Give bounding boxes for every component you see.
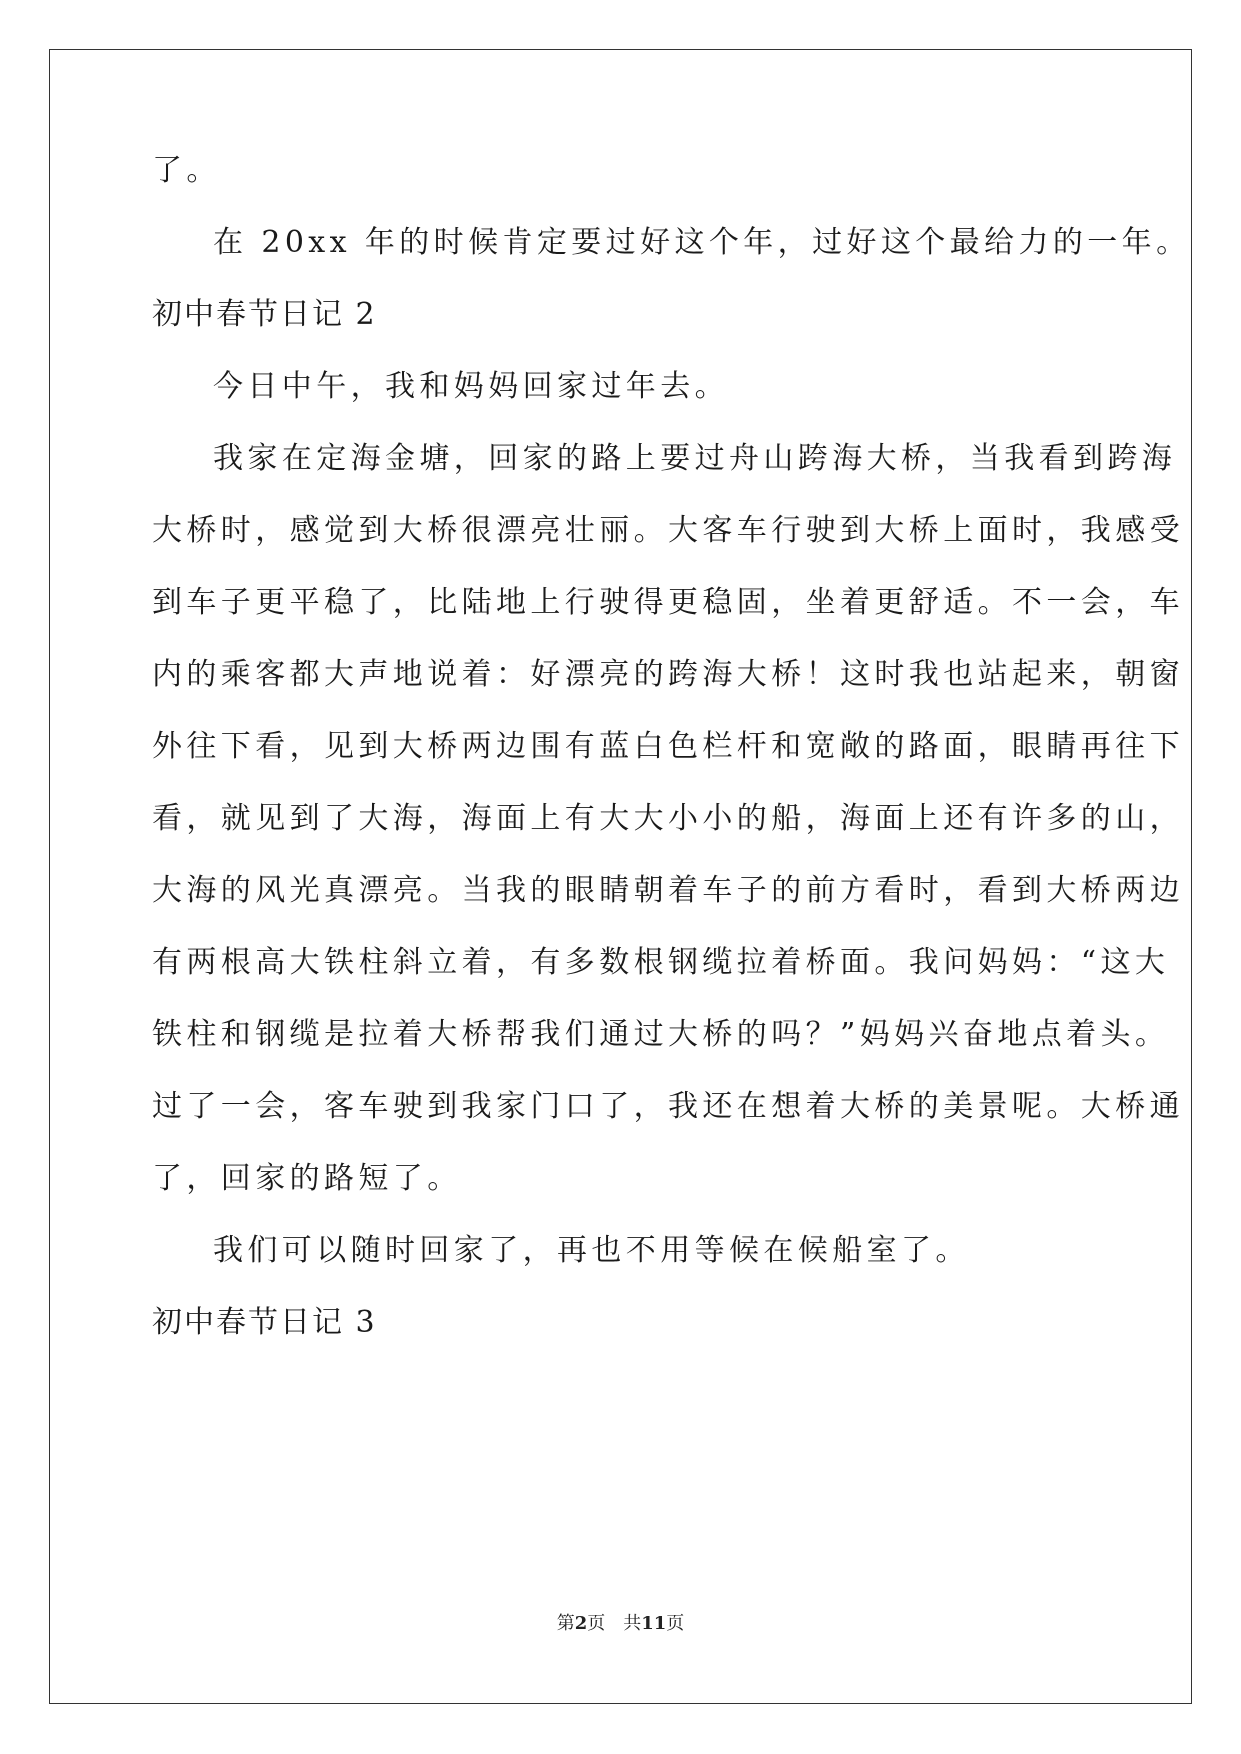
body-line: 我家在定海金塘，回家的路上要过舟山跨海大桥，当我看到跨海 [213, 441, 1177, 476]
body-line: 了。 [152, 153, 221, 188]
total-pages-number: 11 [641, 1613, 667, 1634]
footer-suffix: 页 [666, 1613, 685, 1634]
footer-prefix: 第 [556, 1613, 575, 1634]
current-page-number: 2 [574, 1613, 588, 1634]
page-footer [0, 1612, 1241, 1636]
footer-middle: 页 共 [587, 1613, 642, 1634]
body-line: 我们可以随时回家了，再也不用等候在候船室了。 [213, 1233, 970, 1268]
body-line: 今日中午，我和妈妈回家过年去。 [213, 369, 729, 404]
section-heading: 初中春节日记 2 [152, 297, 377, 332]
body-line: 大海的风光真漂亮。当我的眼睛朝着车子的前方看时，看到大桥两边 [152, 873, 1184, 908]
body-line: 有两根高大铁柱斜立着，有多数根钢缆拉着桥面。我问妈妈：“这大 [152, 945, 1170, 980]
body-line: 在 20xx 年的时候肯定要过好这个年，过好这个最给力的一年。 [213, 225, 1191, 260]
body-line: 大桥时，感觉到大桥很漂亮壮丽。大客车行驶到大桥上面时，我感受 [152, 513, 1184, 548]
body-line: 铁柱和钢缆是拉着大桥帮我们通过大桥的吗？”妈妈兴奋地点着头。 [152, 1017, 1170, 1052]
body-line: 到车子更平稳了，比陆地上行驶得更稳固，坐着更舒适。不一会，车 [152, 585, 1184, 620]
body-line: 看，就见到了大海，海面上有大大小小的船，海面上还有许多的山， [152, 801, 1184, 836]
body-line: 内的乘客都大声地说着：好漂亮的跨海大桥！这时我也站起来，朝窗 [152, 657, 1184, 692]
body-line: 了，回家的路短了。 [152, 1161, 462, 1196]
section-heading: 初中春节日记 3 [152, 1305, 377, 1340]
body-line: 外往下看，见到大桥两边围有蓝白色栏杆和宽敞的路面，眼睛再往下 [152, 729, 1184, 764]
body-line: 过了一会，客车驶到我家门口了，我还在想着大桥的美景呢。大桥通 [152, 1089, 1184, 1124]
